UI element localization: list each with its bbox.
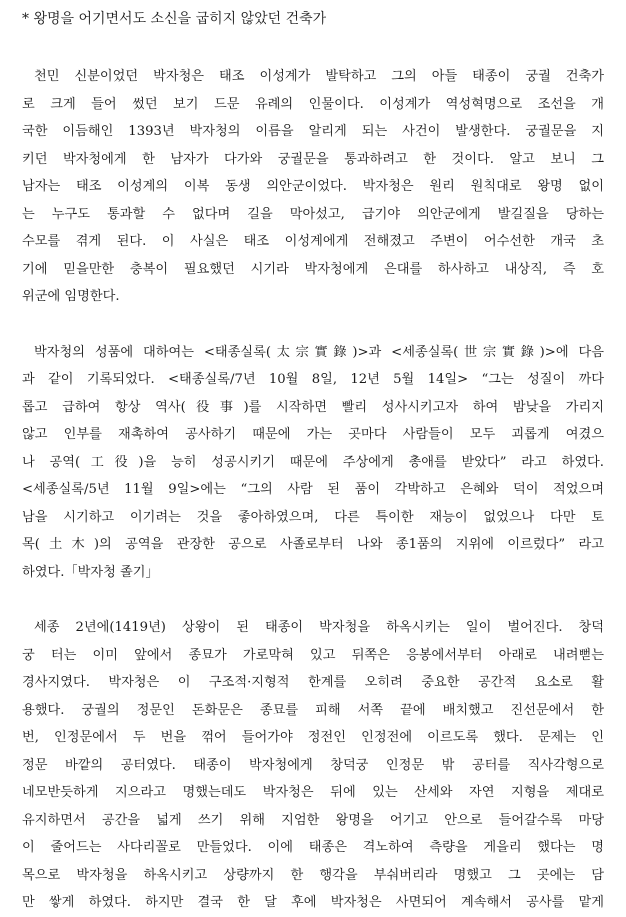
paragraph-line: 수모를 겪게 된다. 이 사실은 태조 이성계에게 전해졌고 주변이 어수선한 개국 초: [22, 234, 604, 249]
paragraph-appointment: [22, 63, 604, 311]
paragraph-line: 기에 믿을만한 충복이 필요했던 시기라 박자청에게 은대를 하사하고 내상직, 즉 호: [22, 261, 604, 277]
paragraph-line: 남을 시기하고 이기려는 것을 좋아하였으며, 다른 특이한 재능이 없었으나 다만 토: [22, 509, 604, 525]
paragraph-line: 이 줄어드는 사다리꼴로 만들었다. 이에 태종은 격노하여 측량을 게을리 했다는 명: [22, 840, 604, 855]
spacer: [22, 586, 604, 614]
paragraph-line: 네모반듯하게 지으라고 명했는데도 박자청은 뒤에 있는 산세와 자연 지형을 제대로: [22, 785, 604, 800]
paragraph-line: 경사지였다. 박자청은 이 구조적·지형적 한계를 오히려 중요한 공간적 요소로 활: [22, 675, 604, 690]
paragraph-line: 정문 바깥의 공터였다. 태종이 박자청에게 창덕궁 인정문 밖 공터를 직사각형으로: [22, 757, 604, 773]
paragraph-line: 롭고 급하여 항상 역사(役事)를 시작하면 빨리 성사시키고자 하여 밤낮을 가리지: [22, 399, 604, 415]
paragraph-line: 국한 이듬해인 1393년 박자청의 이름을 알리게 되는 사건이 발생한다. 궁궐문을 지: [22, 124, 604, 139]
paragraph-line: 목으로 박자청을 하옥시키고 상량까지 한 행각을 부숴버리라 명했고 그 곳에는 담: [22, 867, 604, 883]
paragraph-line: 키던 박자청에게 한 남자가 다가와 궁궐문을 통과하려고 한 것이다. 알고 보니 그: [22, 151, 604, 167]
paragraph-line: 궁 터는 이미 앞에서 종묘가 가로막혀 있고 뒤쪽은 응봉에서부터 아래로 내려뻗는: [22, 647, 604, 663]
paragraph-line: 않고 인부를 재촉하여 공사하기 때문에 가는 곳마다 사람들이 모두 괴롭게 여겼으: [22, 427, 604, 442]
paragraph-line: 용했다. 궁궐의 정문인 돈화문은 종묘를 피해 서쪽 끝에 배치했고 진선문에서 한: [22, 702, 604, 718]
paragraph-line: 나 공역(工役)을 능히 성공시키기 때문에 주상에게 총애를 받았다” 라고 하였다.: [22, 454, 604, 470]
paragraph-line: 박자청의 성품에 대하여는 <태종실록(太宗實錄)>과 <세종실록(世宗實錄)>에 다음: [34, 344, 604, 360]
paragraph-line: 목(土木)의 공역을 관장한 공으로 사졸로부터 나와 종1품의 지위에 이르렀다” 라고: [22, 537, 604, 552]
paragraph-line: 하였다.「박자청 졸기」: [22, 564, 159, 580]
paragraph-line: 는 누구도 통과할 수 없다며 길을 막아섰고, 급기야 의안군에게 발길질을 당하는: [22, 206, 604, 222]
paragraph-line: 로 크게 들어 썼던 보기 드문 유례의 인물이다. 이성계가 역성혁명으로 조선을 개: [22, 96, 604, 112]
paragraph-line: 천민 신분이었던 박자청은 태조 이성계가 발탁하고 그의 아들 태종이 궁궐 건축가: [34, 69, 604, 84]
paragraph-character: [22, 339, 604, 587]
section-heading: * 왕명을 어기면서도 소신을 굽히지 않았던 건축가: [22, 11, 327, 27]
paragraph-line: 남자는 태조 이성계의 이복 동생 의안군이었다. 박자청은 원리 원칙대로 왕명 없이: [22, 179, 604, 194]
paragraph-imprisonment: [22, 614, 604, 917]
spacer: [22, 311, 604, 339]
paragraph-line: <세종실록/5년 11월 9일>에는 “그의 사람 된 품이 각박하고 은혜와 덕이 적었으며: [22, 482, 604, 497]
document-page: [22, 8, 604, 917]
paragraph-line: 만 쌓게 하였다. 하지만 결국 한 달 후에 박자청은 사면되어 계속해서 공사를 맡게: [22, 895, 604, 910]
paragraph-line: 과 같이 기록되었다. <태종실록/7년 10월 8일, 12년 5월 14일> “그는 성질이 까다: [22, 372, 604, 387]
paragraph-line: 세종 2년에(1419년) 상왕이 된 태종이 박자청을 하옥시키는 일이 벌어진다. 창덕: [34, 620, 604, 635]
paragraph-line: 유지하면서 공간을 넓게 쓰기 위해 지엄한 왕명을 어기고 안으로 들어갈수록 마당: [22, 812, 604, 828]
spacer: [22, 30, 604, 63]
paragraph-line: 번, 인정문에서 두 번을 꺾어 들어가야 정전인 인정전에 이르도록 했다. 문제는 인: [22, 730, 604, 745]
paragraph-line: 위군에 임명한다.: [22, 289, 120, 304]
